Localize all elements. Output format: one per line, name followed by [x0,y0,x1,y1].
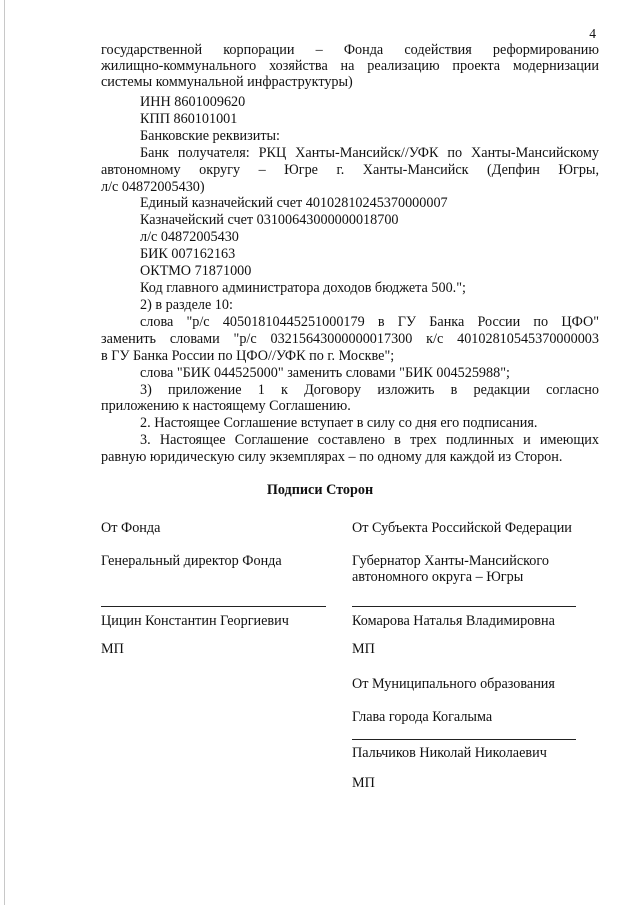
fund-position: Генеральный директор Фонда [101,553,282,569]
municipality-signatory-name: Пальчиков Николай Николаевич [352,745,547,761]
region-from-label: От Субъекта Российской Федерации [352,520,572,536]
body-line: 3. Настоящее Соглашение составлено в трех подлинных и имеющих [140,432,599,448]
body-line: Единый казначейский счет 40102810245370000007 [140,195,448,211]
fund-stamp-label: МП [101,641,124,657]
fund-signatory-name: Цицин Константин Георгиевич [101,613,289,629]
bank-details-label: Банковские реквизиты: [140,128,280,144]
body-line: слова "р/с 40501810445251000179 в ГУ Банка России по ЦФО" [140,314,599,330]
body-line: Казначейский счет 03100643000000018700 [140,212,399,228]
inn-line: ИНН 8601009620 [140,94,246,110]
body-line: в ГУ Банка России по ЦФО//УФК по г. Москве"; [101,348,395,364]
body-line: государственной корпорации – Фонда содействия реформированию [101,42,599,58]
region-position-line1: Губернатор Ханты-Мансийского [352,553,549,569]
signatures-heading: Подписи Сторон [266,482,374,498]
body-line: слова "БИК 044525000" заменить словами "БИК 004525988"; [140,365,510,381]
region-position-line2: автономного округа – Югры [352,569,524,585]
scan-edge-line [4,0,5,905]
body-line: равную юридическую силу экземплярах – по одному для каждой из Сторон. [101,449,563,465]
body-line: заменить словами "р/с 03215643000000017300 к/с 40102810545370000003 [101,331,599,347]
body-line: автономному округу – Югре г. Ханты-Мансийск (Депфин Югры, [101,162,599,178]
oktmo-line: ОКТМО 71871000 [140,263,252,279]
body-line: Банк получателя: РКЦ Ханты-Мансийск//УФК по Ханты-Мансийскому [140,145,599,161]
region-stamp-label: МП [352,641,375,657]
municipality-signature-line [352,739,576,740]
body-line: жилищно-коммунального хозяйства на реализацию проекта модернизации [101,58,599,74]
page-number: 4 [589,26,596,41]
body-line: системы коммунальной инфраструктуры) [101,74,353,90]
body-line: 2) в разделе 10: [140,297,233,313]
region-signatory-name: Комарова Наталья Владимировна [352,613,555,629]
municipality-from-label: От Муниципального образования [352,676,555,692]
fund-from-label: От Фонда [101,520,161,536]
body-line: 3) приложение 1 к Договору изложить в редакции согласно [140,382,599,398]
body-line: л/с 04872005430 [140,229,239,245]
fund-signature-line [101,606,326,607]
body-line: 2. Настоящее Соглашение вступает в силу со дня его подписания. [140,415,538,431]
body-line: Код главного администратора доходов бюджета 500."; [140,280,466,296]
body-line: приложению к настоящему Соглашению. [101,398,351,414]
municipality-position: Глава города Когалыма [352,709,493,725]
region-signature-line [352,606,576,607]
body-line: л/с 04872005430) [101,179,205,195]
bik-line: БИК 007162163 [140,246,236,262]
municipality-stamp-label: МП [352,775,375,791]
kpp-line: КПП 860101001 [140,111,238,127]
